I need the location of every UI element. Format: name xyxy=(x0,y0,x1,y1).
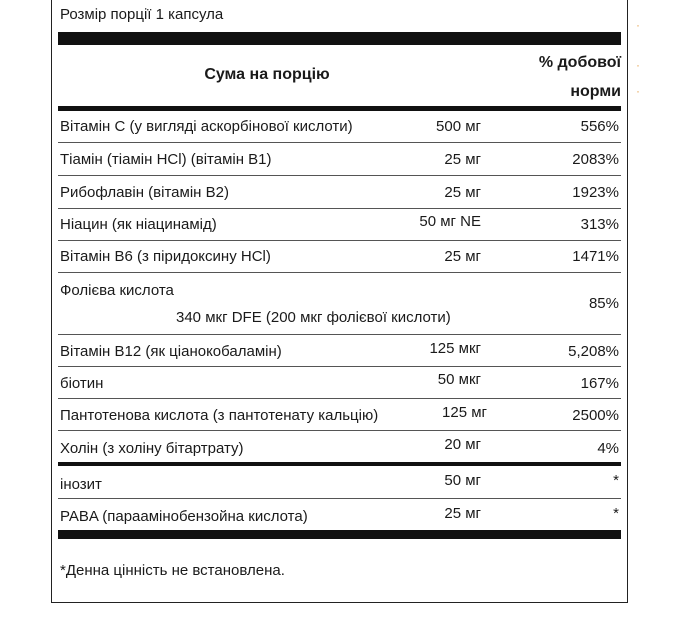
decorative-mark: · xyxy=(636,18,640,32)
row-divider xyxy=(58,334,621,335)
nutrient-amount: 500 мг xyxy=(436,118,481,135)
nutrient-row xyxy=(58,282,621,334)
nutrient-name: Холін (з холіну бітартрату) xyxy=(60,440,244,457)
nutrient-name: Ніацин (як ніацинамід) xyxy=(60,216,217,233)
nutrient-daily-value: 85% xyxy=(588,295,619,312)
nutrient-daily-value: 5,208% xyxy=(568,343,619,360)
nutrient-name: інозит xyxy=(60,476,102,493)
nutrient-name: Вітамін B6 (з піридоксину HCl) xyxy=(60,248,271,265)
nutrient-amount: 50 мг xyxy=(444,472,481,489)
row-divider xyxy=(58,272,621,273)
supplement-facts-panel xyxy=(51,0,628,603)
top-divider xyxy=(58,32,621,45)
nutrient-daily-value: 167% xyxy=(580,375,619,392)
row-divider xyxy=(58,366,621,367)
nutrient-name: Рибофлавін (вітамін B2) xyxy=(60,184,229,201)
nutrient-name: Пантотенова кислота (з пантотенату кальцію) xyxy=(60,407,379,424)
nutrient-amount: 25 мг xyxy=(444,505,481,522)
nutrient-name: Вітамін B12 (як ціанокобаламін) xyxy=(60,343,282,360)
nutrient-daily-value: 556% xyxy=(580,118,619,135)
nutrient-daily-value: 1923% xyxy=(572,184,619,201)
nutrient-daily-value: 313% xyxy=(580,216,619,233)
nutrient-name: біотин xyxy=(60,375,104,392)
nutrient-name: PABA (параамінобензойна кислота) xyxy=(60,508,308,525)
nutrient-daily-value: 1471% xyxy=(572,248,619,265)
row-divider xyxy=(58,498,621,499)
nutrient-amount: 20 мг xyxy=(444,436,481,453)
nutrient-daily-value: 2083% xyxy=(572,151,619,168)
nutrient-amount: 125 мкг xyxy=(429,340,481,357)
daily-value-header xyxy=(511,48,621,106)
row-divider xyxy=(58,398,621,399)
nutrient-daily-value: * xyxy=(613,472,619,489)
row-divider xyxy=(58,175,621,176)
nutrient-daily-value: 2500% xyxy=(572,407,619,424)
nutrient-name: Тіамін (тіамін HCl) (вітамін B1) xyxy=(60,151,272,168)
nutrient-amount: 25 мг xyxy=(444,151,481,168)
nutrient-daily-value: 4% xyxy=(597,440,619,457)
row-divider xyxy=(58,208,621,209)
daily-value-header-line1: % добової xyxy=(538,54,621,71)
nutrient-amount: 50 мг NE xyxy=(419,213,481,230)
header-divider xyxy=(58,106,621,111)
bottom-divider xyxy=(58,530,621,539)
row-divider xyxy=(58,142,621,143)
decorative-mark: · xyxy=(636,58,640,72)
decorative-mark: · xyxy=(636,84,640,98)
serving-size: Розмір порції 1 капсула xyxy=(60,6,224,23)
nutrient-amount: 25 мг xyxy=(444,184,481,201)
nutrient-daily-value: * xyxy=(613,505,619,522)
footnote: *Денна цінність не встановлена. xyxy=(60,562,285,579)
nutrient-amount: 340 мкг DFE (200 мкг фолієвої кислоти) xyxy=(176,309,451,326)
nutrient-amount: 50 мкг xyxy=(437,371,481,388)
nutrient-name: Вітамін С (у вигляді аскорбінової кислоти) xyxy=(60,118,353,135)
daily-value-header-line2: норми xyxy=(570,83,621,100)
nutrient-amount: 25 мг xyxy=(444,248,481,265)
row-divider xyxy=(58,240,621,241)
section-divider xyxy=(58,462,621,466)
row-divider xyxy=(58,430,621,431)
amount-per-serving-header: Сума на порцію xyxy=(204,66,330,83)
nutrient-name: Фолієва кислота xyxy=(60,282,174,299)
nutrient-amount: 125 мг xyxy=(442,404,487,421)
